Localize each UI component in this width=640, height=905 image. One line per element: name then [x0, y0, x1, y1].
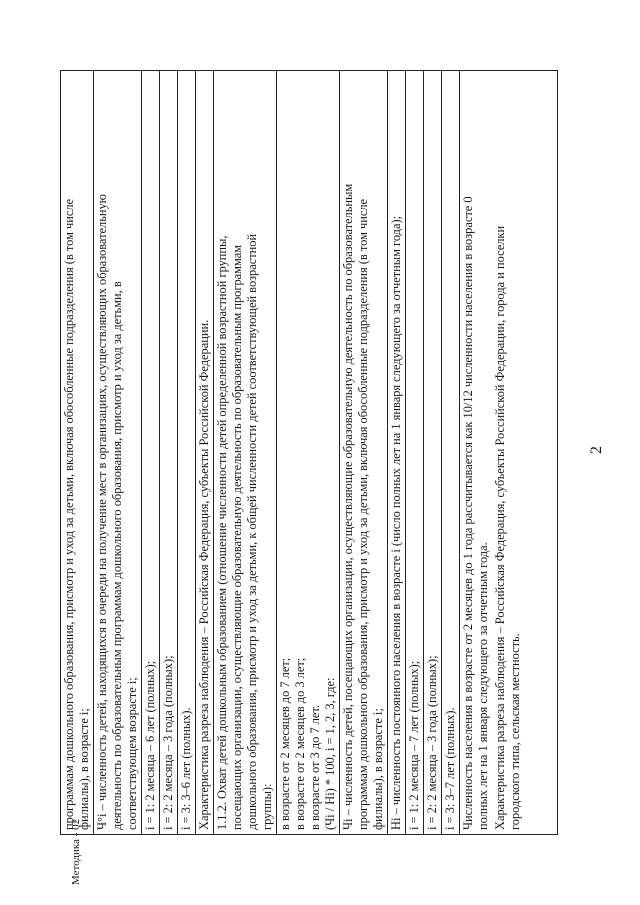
table-row [159, 71, 177, 834]
table-row-line: Характеристика разреза наблюдения – Российская Федерация, субъекты Российской Федерации, города и поселки [493, 225, 507, 830]
table-row-line: i = 3: 3–7 лет (полных). [443, 707, 457, 830]
table-row [195, 71, 213, 834]
table-row-line: филиалы), в возрасте i; [371, 708, 385, 830]
table-row-line: Характеристика разреза наблюдения – Российская Федерация, субъекты Российской Федерации. [197, 319, 211, 830]
table-row-line: i = 2: 2 месяца – 3 года (полных); [161, 655, 175, 830]
table-row [61, 71, 93, 834]
table-row-line: в возрасте от 2 месяцев до 7 лет; [278, 657, 292, 830]
table-row-line: деятельность по образовательным программам дошкольного образования, присмотр и уход за детьми, в [110, 281, 124, 830]
table-row-line: Численность населения в возрасте от 2 месяцев до 1 года рассчитывается как 10/12 численности населения в возрасте 0 [461, 196, 475, 830]
table-row-line: филиалы), в возрасте i; [77, 708, 91, 830]
table-row-line: в возрасте от 3 до 7 лет. [308, 704, 322, 830]
table-row [93, 71, 141, 834]
table-row-line: группы): [260, 783, 274, 830]
table-row-line: в возрасте от 2 месяцев до 3 лет; [293, 657, 307, 830]
table-row [141, 71, 159, 834]
table-row [441, 71, 459, 834]
table-row [213, 71, 276, 834]
table-row-line: программам дошкольного образования, присмотр и уход за детьми, включая обособленные подразделения (в том числе [356, 198, 370, 830]
table-row [387, 71, 405, 834]
page-number: 2 [588, 446, 605, 454]
table-row [276, 71, 339, 834]
table-row-line: соответствующем возрасте i; [125, 677, 139, 830]
table-row-line: дошкольного образования, присмотр и уход за детьми, к общей численности детей соответствующей возрастной [245, 233, 259, 830]
table-row-line: Нi – численность постоянного населения в возрасте i (число полных лет на 1 января следующего за отчетным года); [389, 215, 403, 830]
table-row [423, 71, 441, 834]
table-row-line: программам дошкольного образования, присмотр и уход за детьми, включая обособленные подразделения (в том числе [62, 198, 76, 830]
table-row-line: посещающих организации, осуществляющие образовательную деятельность по образовательным программам [230, 244, 244, 830]
table-row-line: Ч°i – численность детей, находящихся в очереди на получение мест в организациях, осуществляющих образовательную [95, 194, 109, 830]
table-row-line: Чi – численность детей, посещающих организации, осуществляющие образовательную деятельность по образовательным [341, 183, 355, 830]
table-row-line: i = 1: 2 месяца – 6 лет (полных); [143, 660, 157, 830]
table-row-line: полных лет на 1 января следующего за отчетным года. [476, 542, 490, 830]
table-row [492, 71, 524, 834]
table-row-line: городского типа, сельская местность. [508, 633, 522, 830]
table-row-line: i = 2: 2 месяца – 3 года (полных); [425, 655, 439, 830]
indicator-table [60, 70, 558, 835]
table-row-line: (Чi / Нi) * 100, i = 1, 2, 3, где: [323, 677, 337, 830]
table-row [459, 71, 492, 834]
page-footer: Методика - 02 [70, 818, 82, 885]
table-row-line: 1.1.2. Охват детей дошкольным образованием (отношение численности детей определенной возрастной группы, [215, 235, 229, 830]
table-row-line: i = 3: 3–6 лет (полных). [179, 707, 193, 830]
table-row [405, 71, 423, 834]
table-row [177, 71, 195, 834]
table-row-line: i = 1: 2 месяца – 7 лет (полных); [407, 660, 421, 830]
table-row [339, 71, 387, 834]
